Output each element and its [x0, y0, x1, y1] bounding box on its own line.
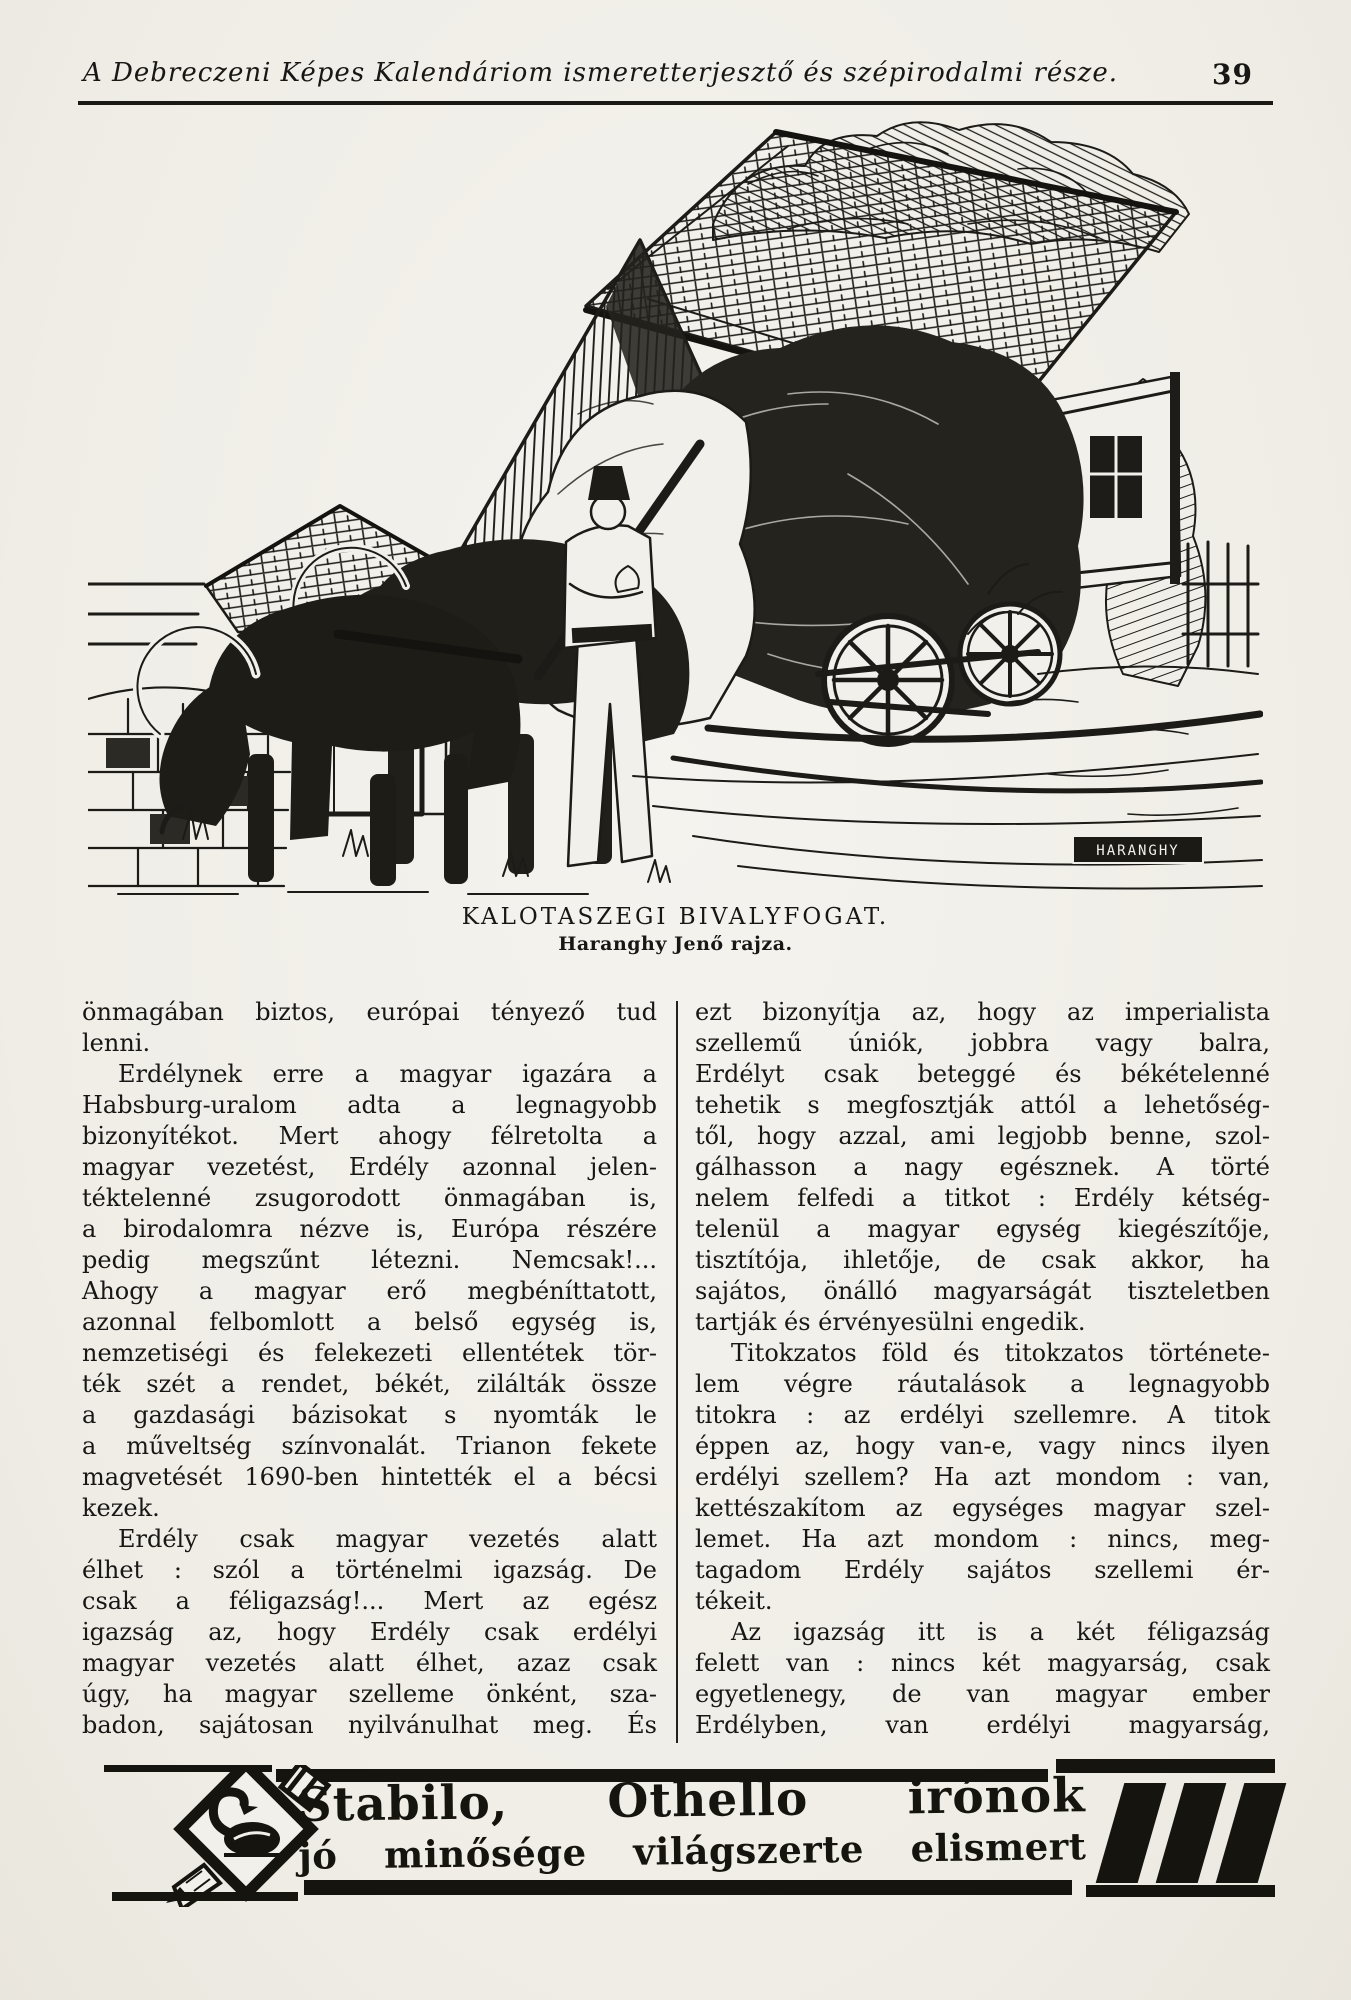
illustration-figure: [88, 114, 1263, 955]
buffalo-cart-engraving: [88, 114, 1263, 896]
text-line: nemzetiségi és felekezeti ellentétek tör-: [82, 1339, 657, 1367]
text-line: magvetését 1690-ben hintették el a bécsi: [82, 1463, 657, 1491]
text-line: magyar vezetés alatt élhet, azaz csak: [82, 1649, 657, 1677]
text-line: ezt bizonyítja az, hogy az imperialista: [695, 998, 1270, 1026]
ad-bottom-rule: [1086, 1885, 1275, 1897]
text-line: Erdélyben, van erdélyi magyarság,: [695, 1711, 1270, 1739]
article-body: [82, 997, 1270, 1752]
header-rule: [78, 101, 1273, 105]
paragraph: [82, 1059, 657, 1524]
text-line: sajátos, önálló magyarságát tiszteletben: [695, 1277, 1270, 1305]
ad-top-rule: [1056, 1759, 1275, 1773]
paragraph: [695, 1338, 1270, 1617]
text-line: nelem felfedi a titkot : Erdély kétség-: [695, 1184, 1270, 1212]
text-line: Titokzatos föld és titokzatos története-: [731, 1339, 1270, 1367]
paragraph: [82, 997, 657, 1059]
column-divider-rule: [676, 1001, 678, 1743]
text-line: lenni.: [82, 1029, 151, 1057]
left-column: [82, 997, 657, 1741]
text-line: Erdélyt csak beteggé és békételenné: [695, 1060, 1270, 1088]
text-line: úgy, ha magyar szelleme önként, sza-: [82, 1680, 657, 1708]
text-line: tehetik s megfosztják attól a lehetőség-: [695, 1091, 1270, 1119]
text-line: szellemű úniók, jobbra vagy balra,: [695, 1029, 1270, 1057]
text-line: tagadom Erdély sajátos szellemi ér-: [695, 1556, 1270, 1584]
ad-bottom-rule: [112, 1892, 298, 1901]
text-line: badon, sajátosan nyilvánulhat meg. És: [82, 1711, 657, 1739]
text-line: a műveltség színvonalát. Trianon fekete: [82, 1432, 657, 1460]
artist-signature: HARANGHY: [1096, 843, 1180, 859]
text-line: tékeit.: [695, 1587, 773, 1615]
text-line: tartják és érvényesülni engedik.: [695, 1308, 1086, 1336]
text-line: felett van : nincs két magyarság, csak: [695, 1649, 1270, 1677]
text-line: Erdély csak magyar vezetés alatt: [118, 1525, 657, 1553]
text-line: a gazdasági bázisokat s nyomták le: [82, 1401, 657, 1429]
text-line: a birodalomra nézve is, Európa részére: [82, 1215, 657, 1243]
ad-headline: Stabilo, Othello irónok: [297, 1768, 1087, 1833]
text-line: egyetlenegy, de van magyar ember: [695, 1680, 1270, 1708]
illustration-caption: [88, 904, 1263, 955]
text-line: azonnal felbomlott a belső egység is,: [82, 1308, 657, 1336]
text-line: éppen az, hogy van-e, vagy nincs ilyen: [695, 1432, 1270, 1460]
text-line: Habsburg-uralom adta a legnagyobb: [82, 1091, 657, 1119]
text-line: bizonyítékot. Mert ahogy félretolta a: [82, 1122, 657, 1150]
running-head-title: A Debreczeni Képes Kalendáriom ismeretterjesztő és szépirodalmi része.: [82, 58, 1119, 88]
text-line: titokra : az erdélyi szellemre. A titok: [695, 1401, 1270, 1429]
text-line: gálhasson a nagy egésznek. A törté: [695, 1153, 1270, 1181]
illustration-caption-title: KALOTASZEGI BIVALYFOGAT.: [461, 904, 890, 930]
text-line: pedig megszűnt létezni. Nemcsak!...: [82, 1246, 657, 1274]
running-head: [80, 58, 1271, 94]
text-line: magyar vezetést, Erdély azonnal jelen-: [82, 1153, 657, 1181]
text-line: élhet : szól a történelmi igazság. De: [82, 1556, 657, 1584]
text-line: kettészakítom az egységes magyar szel-: [695, 1494, 1270, 1522]
illustration-caption-credit: Haranghy Jenő rajza.: [558, 933, 793, 955]
text-line: Az igazság itt is a két féligazság: [731, 1618, 1270, 1646]
text-line: Erdélynek erre a magyar igazára a: [118, 1060, 657, 1088]
paragraph: [695, 1617, 1270, 1741]
ad-subline: jó minősége világszerte elismert: [298, 1824, 1087, 1878]
ad-bottom-rule: [304, 1880, 1072, 1895]
text-line: telenül a magyar egység kiegészítője,: [695, 1215, 1270, 1243]
text-line: csak a féligazság!... Mert az egész: [82, 1587, 657, 1615]
text-line: lemet. Ha azt mondom : nincs, meg-: [695, 1525, 1270, 1553]
right-column: [695, 997, 1270, 1741]
text-line: Ahogy a magyar erő megbéníttatott,: [82, 1277, 657, 1305]
three-slanted-bars-icon: [1102, 1783, 1275, 1885]
text-line: önmagában biztos, európai tényező tud: [82, 998, 657, 1026]
paragraph: [695, 997, 1270, 1338]
text-line: téktelenné zsugorodott önmagában is,: [82, 1184, 657, 1212]
text-line: erdélyi szellem? Ha azt mondom : van,: [695, 1463, 1270, 1491]
advertisement: [90, 1763, 1275, 1915]
paragraph: [82, 1524, 657, 1741]
text-line: ték szét a rendet, békét, zilálták össze: [82, 1370, 657, 1398]
text-line: től, hogy azzal, ami legjobb benne, szol-: [695, 1122, 1270, 1150]
text-line: igazság az, hogy Erdély csak erdélyi: [82, 1618, 657, 1646]
ad-text: [297, 1770, 1086, 1878]
text-line: kezek.: [82, 1494, 160, 1522]
text-line: tisztítója, ihletője, de csak akkor, ha: [695, 1246, 1270, 1274]
text-line: lem végre ráutalások a legnagyobb: [695, 1370, 1270, 1398]
page-number: 39: [1212, 58, 1253, 91]
